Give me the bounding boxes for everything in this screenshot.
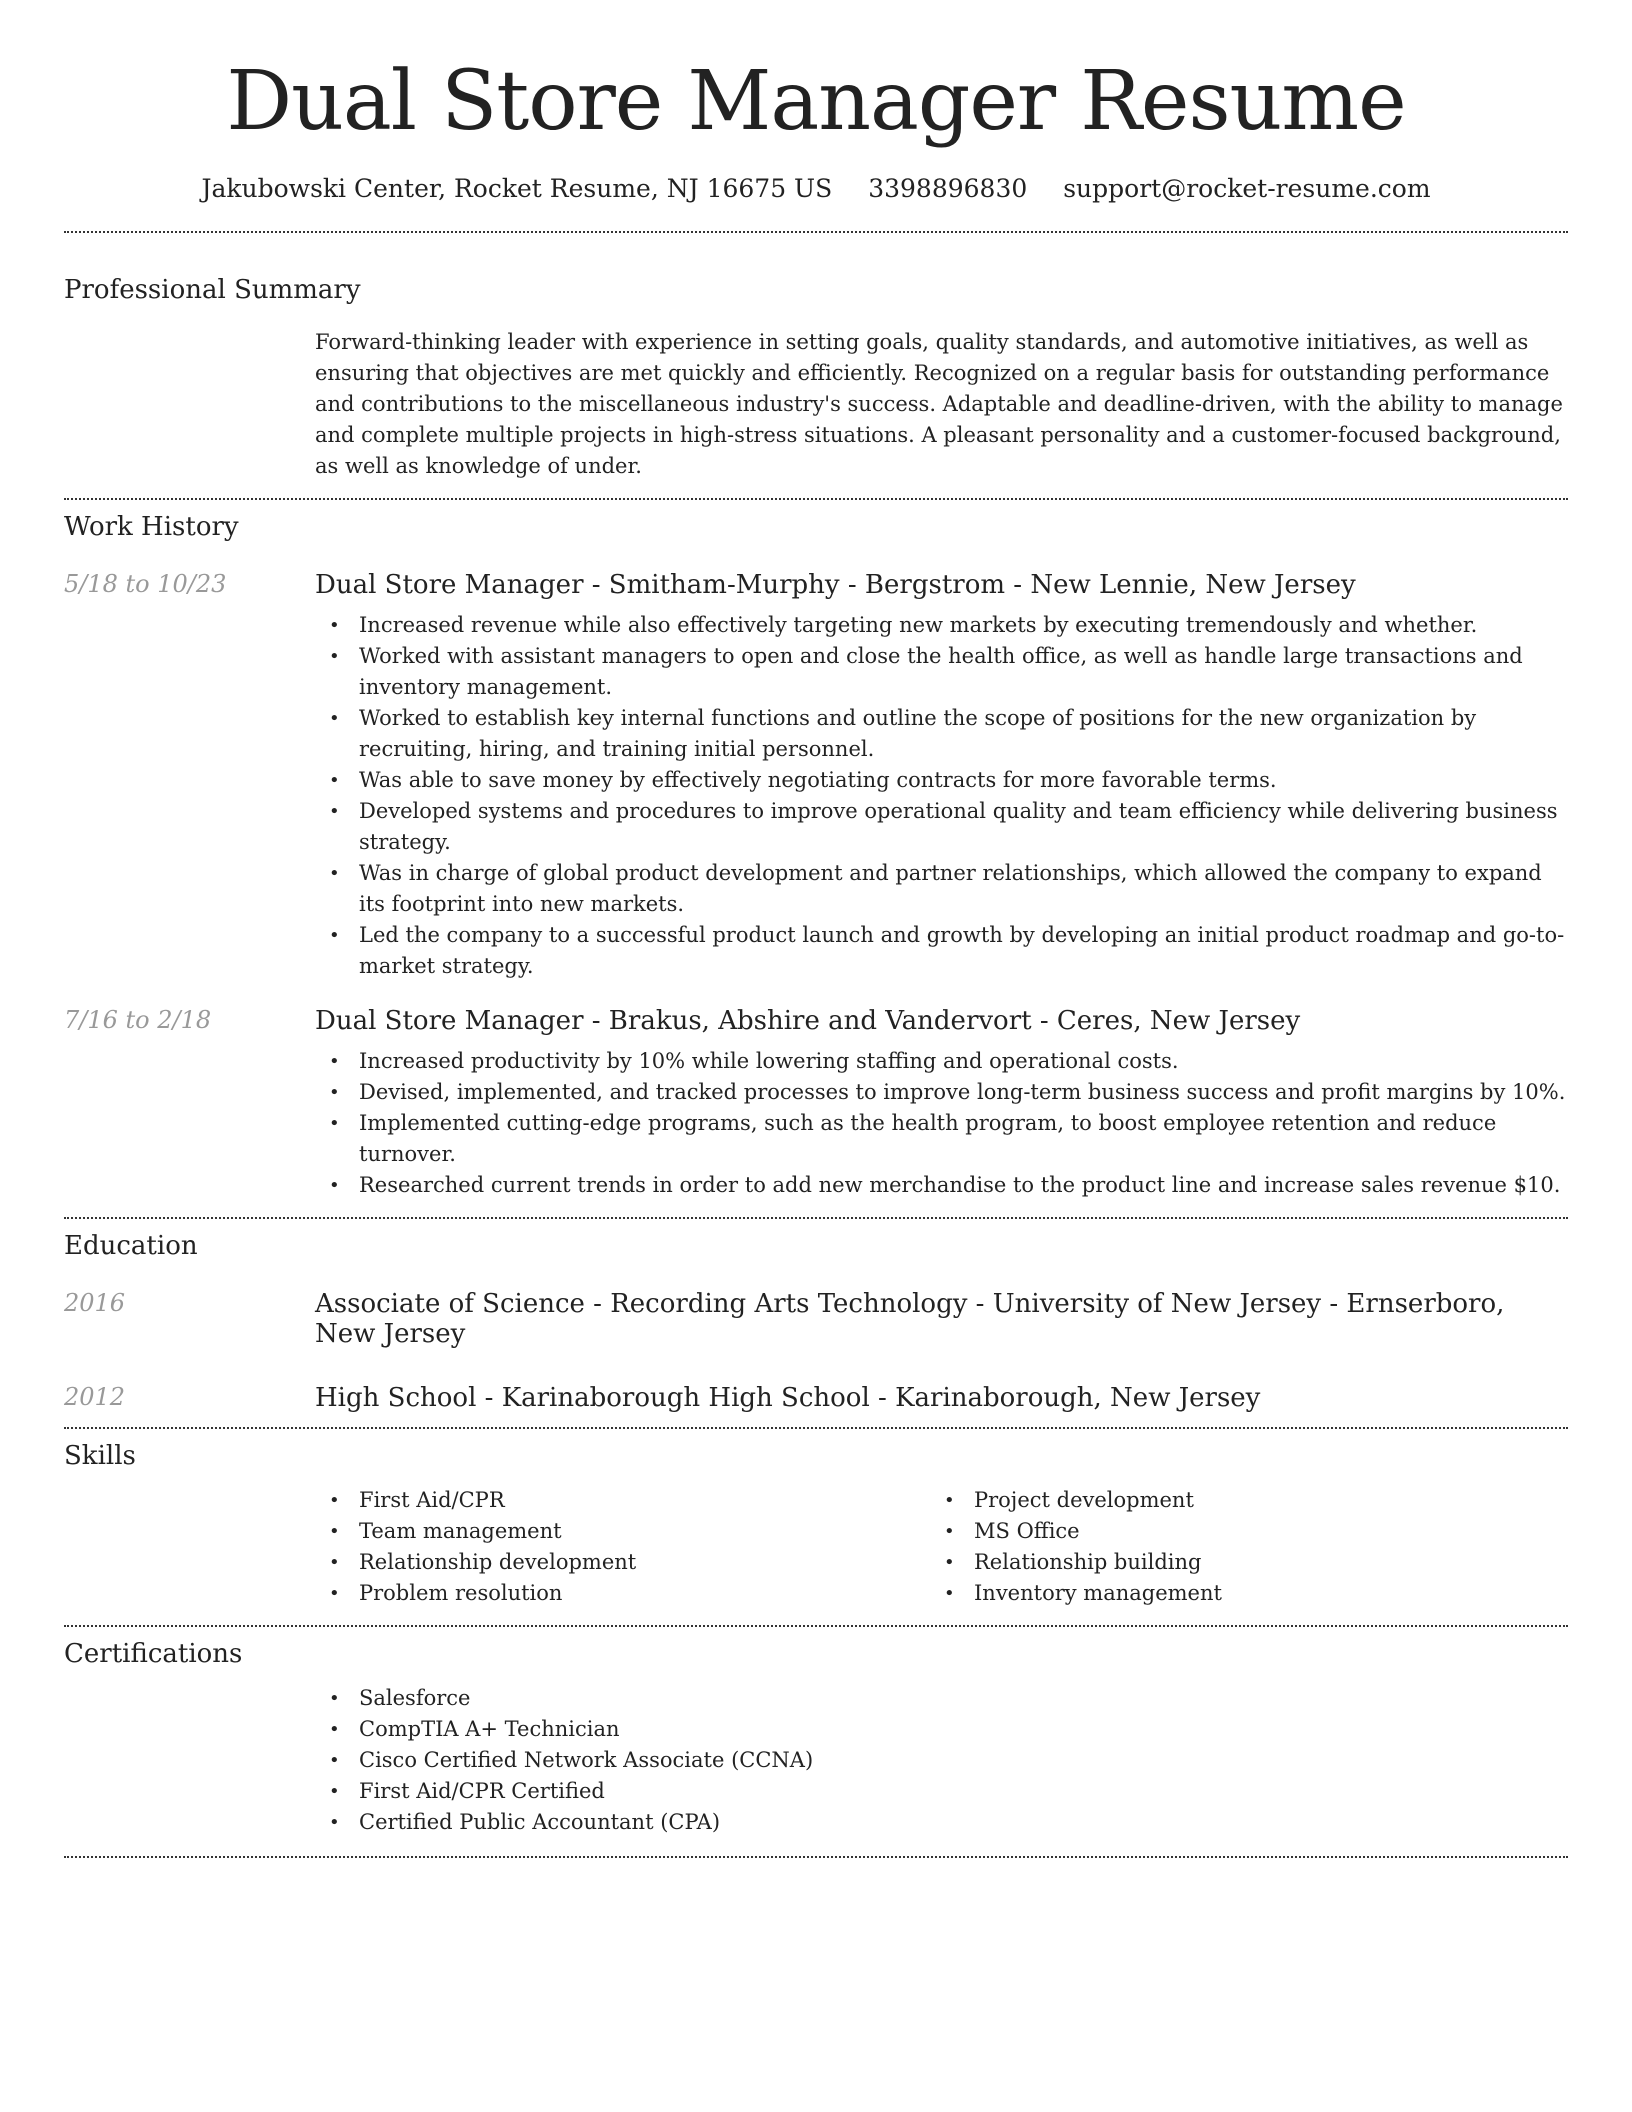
list-item: • Developed systems and procedures to improve operational quality and team efficiency while delivering business strategy.: [315, 796, 1568, 858]
skill-item: • Problem resolution: [315, 1578, 930, 1609]
skill-item: • First Aid/CPR: [315, 1485, 930, 1516]
skills-heading: Skills: [64, 1441, 136, 1471]
work-history-heading: Work History: [64, 512, 239, 542]
contact-email: support@rocket-resume.com: [1063, 174, 1431, 203]
list-item: • Implemented cutting-edge programs, such as the health program, to boost employee retention and reduce turnover.: [315, 1108, 1568, 1170]
job-bullets: [315, 1046, 1568, 1201]
list-item: • Increased productivity by 10% while lowering staffing and operational costs.: [315, 1046, 1568, 1077]
contact-line: [64, 174, 1568, 203]
education-entry: [64, 1383, 1568, 1413]
education-heading: Education: [64, 1231, 198, 1261]
summary-heading: Professional Summary: [64, 275, 361, 305]
skill-item: • Relationship development: [315, 1547, 930, 1578]
list-item: • Researched current trends in order to add new merchandise to the product line and increase sales revenue $10.: [315, 1170, 1568, 1201]
certifications-list: [315, 1683, 1568, 1838]
skill-item: • Inventory management: [930, 1578, 1545, 1609]
job-entry: [64, 1006, 1568, 1201]
certification-item: • Certified Public Accountant (CPA): [315, 1807, 1568, 1838]
skill-item: • MS Office: [930, 1516, 1545, 1547]
job-entry: [64, 570, 1568, 982]
skills-list-left: [315, 1485, 930, 1609]
list-item: • Worked with assistant managers to open and close the health office, as well as handle large transactions and inventory management.: [315, 641, 1568, 703]
resume-page: [64, 0, 1568, 1858]
work-history-section: [64, 500, 1568, 1217]
job-heading: Dual Store Manager - Brakus, Abshire and Vandervort - Ceres, New Jersey: [315, 1006, 1301, 1036]
certifications-section: [64, 1627, 1568, 1856]
skills-section: [64, 1429, 1568, 1625]
job-heading: Dual Store Manager - Smitham-Murphy - Bergstrom - New Lennie, New Jersey: [315, 570, 1356, 600]
list-item: • Was in charge of global product development and partner relationships, which allowed the company to expand its footprint into new markets.: [315, 858, 1568, 920]
certification-item: • Salesforce: [315, 1683, 1568, 1714]
education-entry: [64, 1289, 1568, 1349]
contact-phone: 3398896830: [868, 174, 1028, 203]
job-dates: 5/18 to 10/23: [64, 570, 227, 598]
list-item: • Increased revenue while also effectively targeting new markets by executing tremendously and whether.: [315, 610, 1568, 641]
skill-item: • Project development: [930, 1485, 1545, 1516]
list-item: • Led the company to a successful product launch and growth by developing an initial product roadmap and go-to-market strategy.: [315, 920, 1568, 982]
certification-item: • First Aid/CPR Certified: [315, 1776, 1568, 1807]
list-item: • Devised, implemented, and tracked processes to improve long-term business success and profit margins by 10%.: [315, 1077, 1568, 1108]
education-year: 2012: [64, 1383, 126, 1411]
education-year: 2016: [64, 1289, 126, 1317]
certification-item: • CompTIA A+ Technician: [315, 1714, 1568, 1745]
certification-item: • Cisco Certified Network Associate (CCNA): [315, 1745, 1568, 1776]
job-dates: 7/16 to 2/18: [64, 1006, 212, 1034]
education-details: - Karinaborough High School - Karinaborough, New Jersey: [476, 1383, 1261, 1413]
skill-item: • Relationship building: [930, 1547, 1545, 1578]
divider: [64, 1856, 1568, 1858]
education-section: [64, 1219, 1568, 1427]
skills-list-right: [930, 1485, 1545, 1609]
education-degree: Associate of Science: [315, 1289, 585, 1319]
skill-item: • Team management: [315, 1516, 930, 1547]
education-degree: High School: [315, 1383, 477, 1413]
resume-title: Dual Store Manager Resume: [226, 54, 1406, 149]
summary-section: [64, 233, 1568, 498]
job-bullets: [315, 610, 1568, 982]
contact-address: Jakubowski Center, Rocket Resume, NJ 16675 US: [201, 174, 833, 203]
summary-text: Forward-thinking leader with experience in setting goals, quality standards, and automotive initiatives, as well as ensuring that objectives are met quickly and efficiently. Recognized on a regular basis for outstanding performance and contributions to the miscellaneous industry's success. Adaptable and deadline-driven, with the ability to manage and complete multiple projects in high-stress situations. A pleasant personality and a customer-focused background, as well as knowledge of under.: [315, 330, 1563, 478]
certifications-heading: Certifications: [64, 1639, 243, 1669]
education-details: - Recording Arts Technology - University of New Jersey - Ernserboro, New Jersey: [315, 1289, 1505, 1349]
list-item: • Worked to establish key internal functions and outline the scope of positions for the new organization by recruiting, hiring, and training initial personnel.: [315, 703, 1568, 765]
list-item: • Was able to save money by effectively negotiating contracts for more favorable terms.: [315, 765, 1568, 796]
